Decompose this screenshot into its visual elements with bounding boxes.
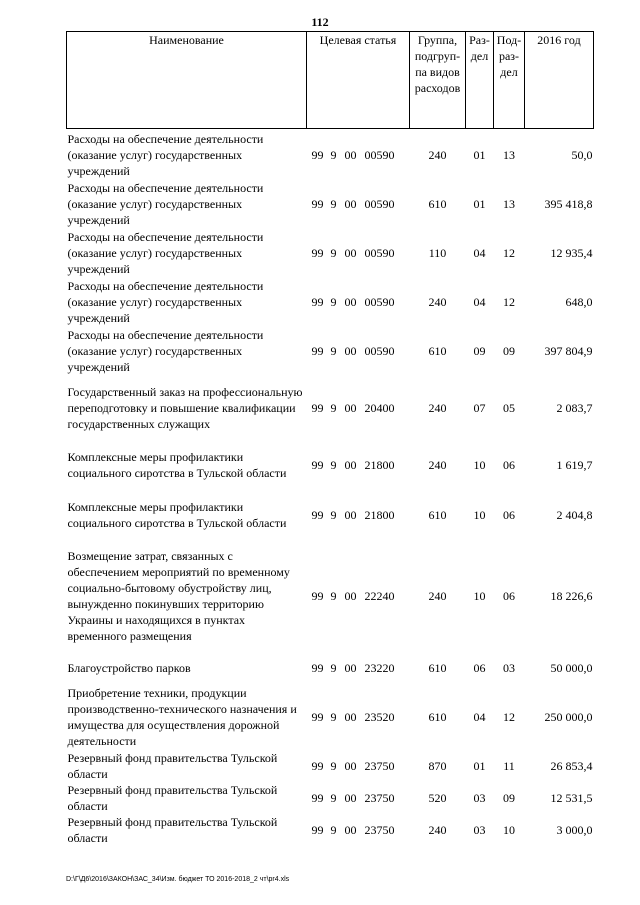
header-target: Целевая статья [307,32,410,129]
row-name: Расходы на обеспечение деятельности (оказание услуг) государственных учреждений [67,229,264,276]
target-code-part: 99 [311,458,324,472]
row-section: 03 [473,791,486,805]
row-subsection: 12 [503,294,515,309]
row-subsection: 13 [503,196,515,211]
row-target-code [307,652,410,684]
target-code-part: 99 [311,400,324,415]
target-code-part: 9 [330,823,337,837]
row-section: 07 [473,400,486,415]
row-amount: 397 804,9 [544,343,593,358]
row-target-code [307,814,410,846]
target-code-part: 9 [330,791,337,805]
row-subsection: 06 [503,458,515,472]
target-code-part: 9 [330,400,337,415]
row-group: 240 [428,400,447,415]
row-target-code [307,539,410,652]
table-row [67,749,594,782]
row-section: 01 [473,196,486,211]
target-code-part: 9 [330,709,337,724]
target-code-part: 99 [311,196,324,211]
row-section: 04 [473,294,486,309]
row-section: 04 [473,245,486,260]
row-name: Резервный фонд правительства Тульской области [67,783,278,813]
row-group: 240 [428,147,447,162]
row-group: 610 [428,661,447,675]
target-code-part: 99 [311,823,324,837]
row-section: 04 [473,709,486,724]
target-code-part: 23750 [364,791,395,805]
row-subsection: 09 [503,791,515,805]
row-subsection: 05 [503,400,515,415]
row-section: 01 [473,758,486,773]
row-name: Расходы на обеспечение деятельности (оказание услуг) государственных учреждений [67,180,264,227]
target-code-part: 9 [330,758,337,773]
target-code-part: 23220 [364,661,395,675]
target-code-part: 00 [344,147,357,162]
target-code-part: 99 [311,709,324,724]
target-code-part: 99 [311,147,324,162]
row-target-code [307,490,410,539]
target-code-part: 00590 [364,245,395,260]
row-amount: 648,0 [565,294,593,309]
row-amount: 250 000,0 [544,709,593,724]
target-code-part: 21800 [364,458,395,472]
row-target-code [307,684,410,749]
target-code-part: 21800 [364,507,395,522]
target-code-part: 99 [311,507,324,522]
row-target-code [307,228,410,277]
header-section: Раз-дел [466,32,494,129]
table-row [67,179,594,228]
row-subsection: 03 [503,661,515,675]
target-code-part: 00 [344,458,357,472]
row-subsection: 06 [503,507,515,522]
table-row [67,375,594,440]
row-target-code [307,326,410,375]
row-section: 10 [473,458,486,472]
header-subsection: Под-раз-дел [494,32,525,129]
target-code-part: 00 [344,758,357,773]
table-row [67,539,594,652]
row-subsection: 06 [503,588,515,603]
target-code-part: 9 [330,588,337,603]
row-subsection: 11 [503,758,515,773]
row-section: 03 [473,823,486,837]
target-code-part: 00 [344,196,357,211]
header-group: Группа, подгруп-па видов расходов [410,32,466,129]
target-code-part: 20400 [364,400,395,415]
row-group: 870 [428,758,447,773]
header-name: Наименование [67,32,307,129]
table-body [67,129,594,847]
table-row [67,684,594,749]
row-group: 240 [428,458,447,472]
target-code-part: 9 [330,507,337,522]
row-target-code [307,277,410,326]
target-code-part: 9 [330,343,337,358]
row-amount: 1 619,7 [556,458,593,472]
target-code-part: 99 [311,343,324,358]
row-name: Расходы на обеспечение деятельности (оказание услуг) государственных учреждений [67,327,264,374]
row-target-code [307,179,410,228]
row-name: Возмещение затрат, связанных с обеспечением мероприятий по временному социально-бытовому обустройству лиц, вынужденно покинувших территорию Украины и находящихся в пунктах временного размещения [67,548,290,643]
table-row [67,326,594,375]
row-name: Резервный фонд правительства Тульской области [67,815,278,845]
target-code-part: 00 [344,507,357,522]
row-amount: 26 853,4 [550,758,593,773]
row-target-code [307,130,410,179]
row-amount: 50,0 [571,147,593,162]
table-row [67,228,594,277]
row-amount: 3 000,0 [556,823,593,837]
row-section: 10 [473,588,486,603]
target-code-part: 9 [330,147,337,162]
table-row [67,814,594,846]
row-section: 06 [473,661,486,675]
table-row [67,277,594,326]
target-code-part: 23750 [364,758,395,773]
target-code-part: 9 [330,294,337,309]
target-code-part: 22240 [364,588,395,603]
target-code-part: 00 [344,791,357,805]
row-section: 10 [473,507,486,522]
target-code-part: 23520 [364,709,395,724]
row-group: 110 [428,245,447,260]
row-name: Резервный фонд правительства Тульской области [67,750,278,781]
row-amount: 2 404,8 [556,507,593,522]
row-subsection: 12 [503,709,515,724]
header-amount: 2016 год [525,32,594,129]
row-group: 610 [428,343,447,358]
row-target-code [307,440,410,490]
target-code-part: 00 [344,343,357,358]
target-code-part: 9 [330,458,337,472]
table-row [67,440,594,490]
target-code-part: 00 [344,400,357,415]
row-group: 520 [428,791,447,805]
target-code-part: 00 [344,245,357,260]
row-group: 240 [428,588,447,603]
target-code-part: 99 [311,791,324,805]
row-name: Государственный заказ на профессиональную переподготовку и повышение квалификации государственных служащих [67,384,303,431]
row-target-code [307,749,410,782]
target-code-part: 9 [330,661,337,675]
row-group: 610 [428,507,447,522]
row-subsection: 09 [503,343,515,358]
row-name: Приобретение техники, продукции производственно-технического назначения и имущества для осуществления дорожной деятельности [67,685,297,748]
row-name: Расходы на обеспечение деятельности (оказание услуг) государственных учреждений [67,278,264,325]
file-path-footer: D:\Г\Д6\2016\ЗАКОН\ЗАС_34\Изм. бюджет ТО 2016-2018_2 чт\pr4.xls [66,876,290,883]
table-row [67,652,594,684]
target-code-part: 00590 [364,196,395,211]
row-amount: 395 418,8 [544,196,593,211]
row-group: 610 [428,709,447,724]
row-target-code [307,782,410,814]
row-amount: 12 531,5 [550,791,593,805]
row-section: 01 [473,147,486,162]
target-code-part: 00590 [364,147,395,162]
target-code-part: 99 [311,588,324,603]
target-code-part: 99 [311,758,324,773]
target-code-part: 00 [344,661,357,675]
row-name: Благоустройство парков [67,661,191,675]
row-amount: 18 226,6 [550,588,593,603]
row-subsection: 10 [503,823,515,837]
row-section: 09 [473,343,486,358]
row-group: 240 [428,294,447,309]
target-code-part: 00590 [364,294,395,309]
target-code-part: 9 [330,196,337,211]
budget-table [66,31,594,846]
target-code-part: 00590 [364,343,395,358]
target-code-part: 99 [311,294,324,309]
target-code-part: 00 [344,823,357,837]
page-number: 112 [311,15,329,29]
row-amount: 50 000,0 [550,661,593,675]
table-row [67,130,594,179]
row-group: 240 [428,823,447,837]
row-subsection: 13 [503,147,515,162]
row-name: Расходы на обеспечение деятельности (оказание услуг) государственных учреждений [67,131,264,178]
row-name: Комплексные меры профилактики социального сиротства в Тульской области [67,450,287,480]
row-subsection: 12 [503,245,515,260]
target-code-part: 99 [311,661,324,675]
row-amount: 2 083,7 [556,400,593,415]
row-group: 610 [428,196,447,211]
table-row [67,490,594,539]
target-code-part: 23750 [364,823,395,837]
row-amount: 12 935,4 [550,245,593,260]
table-row [67,782,594,814]
target-code-part: 00 [344,294,357,309]
target-code-part: 9 [330,245,337,260]
row-name: Комплексные меры профилактики социального сиротства в Тульской области [67,499,287,530]
target-code-part: 00 [344,709,357,724]
target-code-part: 00 [344,588,357,603]
row-target-code [307,375,410,440]
table-header [67,32,594,129]
target-code-part: 99 [311,245,324,260]
